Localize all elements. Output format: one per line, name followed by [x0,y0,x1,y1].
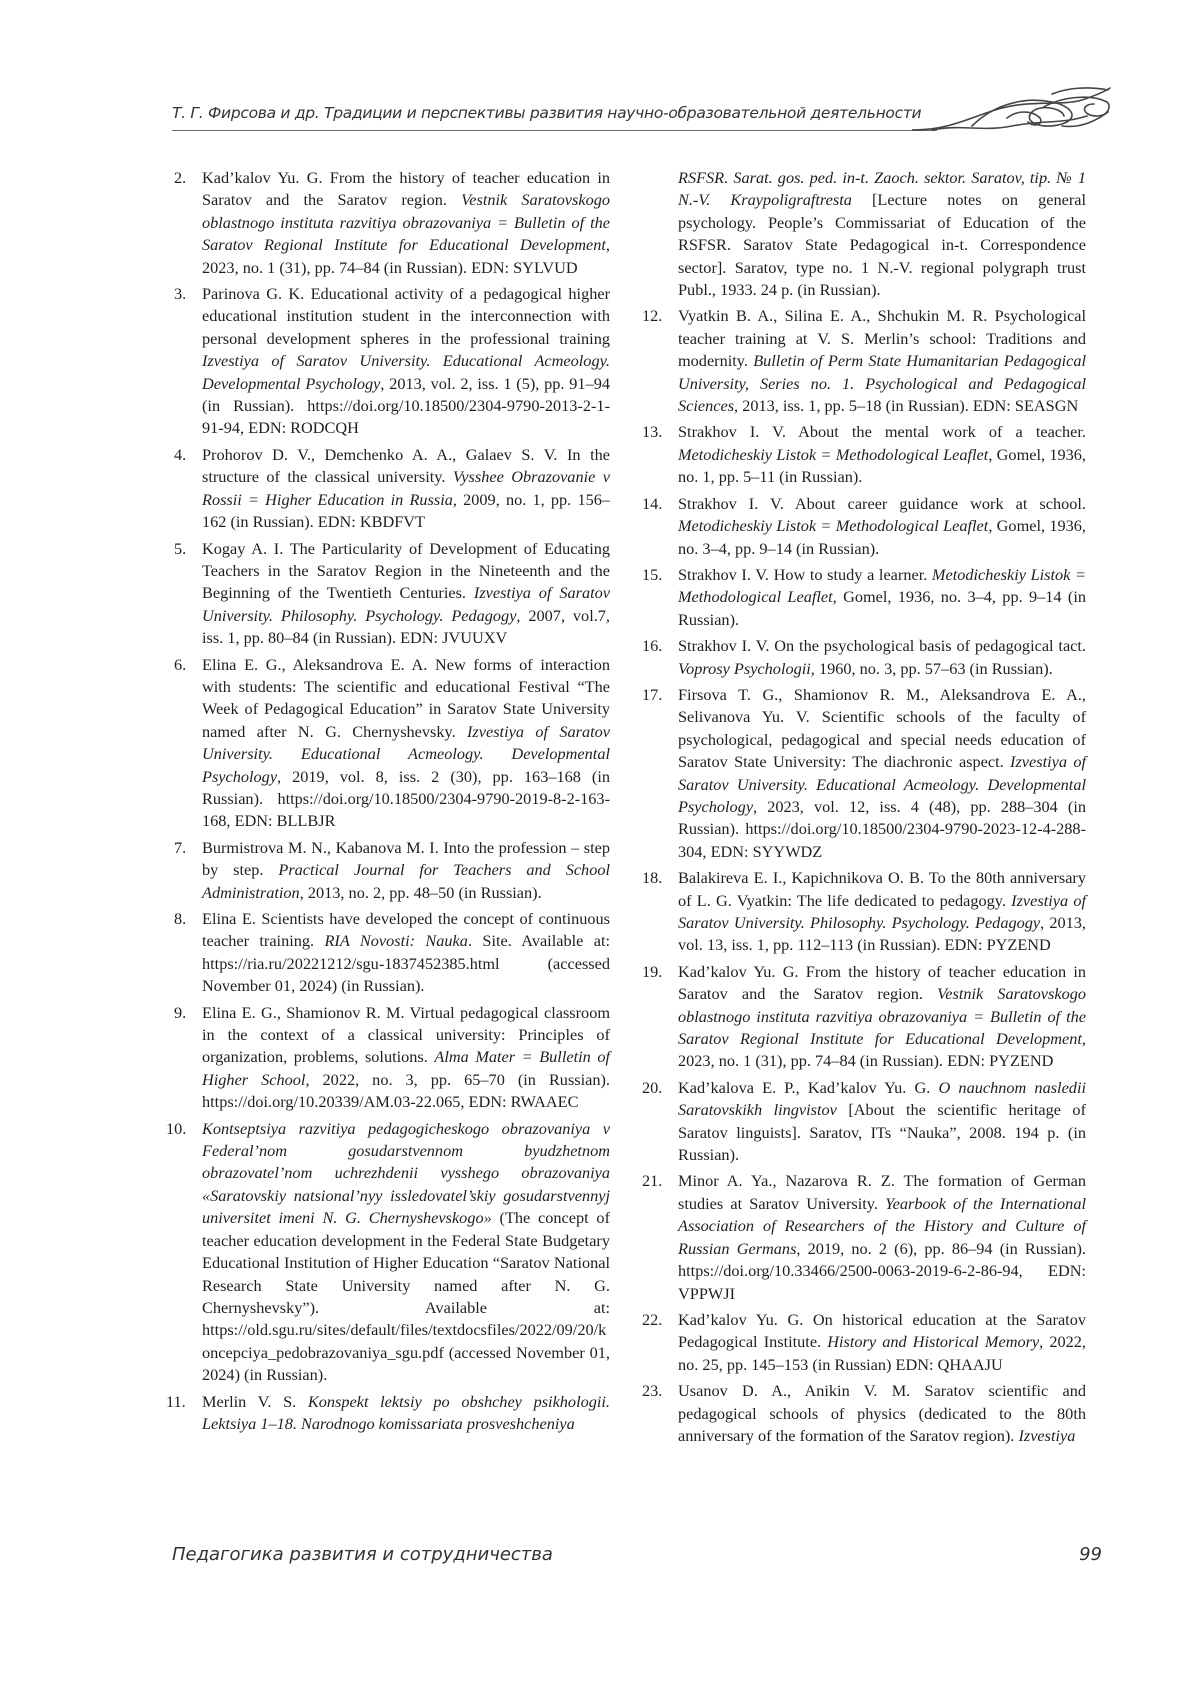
reference-source-title: Kontseptsiya razvitiya pedagogicheskogo obrazovaniya v Federal’nom gosudarstvennom byudzhetnom obrazovatel’nom uchrezhdenii vysshego obrazovaniya «Saratovskiy natsional’nyy issledovatel’skiy gosudarstvennyj universitet imeni N. G. Chernyshevskogo» [202,1119,610,1228]
reference-number: 19. [642,961,676,983]
reference-text-segment: , 2009, no. 1, pp. 156–162 (in Russian). EDN: KBDFVT [202,490,610,531]
reference-item [650,867,1086,957]
page-number: 99 [1079,1544,1102,1565]
reference-item [174,167,610,279]
reference-item [174,908,610,998]
reference-source-title: History and Historical Memory [827,1332,1039,1351]
reference-number: 17. [642,684,676,706]
header-rule [172,130,937,131]
reference-text [202,1003,610,1112]
reference-source-title: Metodicheskiy Listok = Methodological Leaflet [678,516,988,535]
reference-item [650,167,1086,301]
reference-number: 6. [174,654,200,676]
reference-item [650,564,1086,631]
reference-number: 9. [174,1002,200,1024]
running-header [172,100,1112,150]
ornament-flourish-icon [912,86,1112,146]
reference-text-segment: , 1960, no. 3, pp. 57–63 (in Russian). [811,659,1053,678]
reference-text-segment: , 2023, no. 1 (31), pp. 74–84 (in Russian). EDN: SYLVUD [202,235,610,276]
page-footer [172,1544,1102,1574]
reference-text [678,306,1086,415]
reference-text-segment: Kad’kalov Yu. G. From the history of teacher education in Saratov and the Saratov region. [678,962,1086,1003]
reference-text-segment: Prohorov D. V., Demchenko A. A., Galaev S. V. In the structure of the classical university. [202,445,610,486]
reference-text-segment: [About the scientific heritage of Saratov linguists]. Saratov, ITs “Nauka”, 2008. 194 p. (in Russian). [678,1100,1086,1164]
reference-number: 23. [642,1380,676,1402]
reference-text-segment: Firsova T. G., Shamionov R. M., Aleksandrova E. A., Selivanova Yu. V. Scientific schools of the faculty of psychological, pedagogical and special needs education of Saratov State University: The diachronic aspect. [678,685,1086,771]
reference-text-segment: Strakhov I. V. About the mental work of a teacher. [678,422,1086,441]
reference-text [202,655,610,831]
reference-item [650,1309,1086,1376]
reference-text [202,1119,610,1384]
reference-number: 16. [642,635,676,657]
reference-text-segment: Minor A. Ya., Nazarova R. Z. The formation of German studies at Saratov University. [678,1171,1086,1212]
reference-text [678,962,1086,1071]
reference-text-segment: , Gomel, 1936, no. 1, pp. 5–11 (in Russian). [678,445,1086,486]
references-column-left [174,167,610,1439]
reference-item [174,837,610,904]
reference-text [678,1381,1086,1445]
reference-item [650,684,1086,863]
reference-text-segment: Strakhov I. V. About career guidance work at school. [678,494,1086,513]
reference-item [650,635,1086,680]
reference-number: 22. [642,1309,676,1331]
reference-item [174,444,610,534]
reference-text [678,685,1086,861]
reference-text-segment: , 2019, vol. 8, iss. 2 (30), pp. 163–168 (in Russian). https://doi.org/10.18500/2304-9790-2019-8-2-163-168, EDN: BLLBJR [202,767,610,831]
reference-source-title: Konspekt lektsiy po obshchey psikhologii. Lektsiya 1–18. Narodnogo komissariata prosveshcheniya [202,1392,610,1433]
reference-text-segment: Strakhov I. V. How to study a learner. [678,565,932,584]
reference-text-segment: Balakireva E. I., Kapichnikova O. B. To the 80th anniversary of L. G. Vyatkin: The life dedicated to pedagogy. [678,868,1086,909]
reference-source-title: O nauchnom nasledii Saratovskikh lingvistov [678,1078,1086,1119]
reference-number: 13. [642,421,676,443]
reference-number: 14. [642,493,676,515]
reference-text [202,838,610,902]
reference-source-title: RIA Novosti: Nauka [324,931,467,950]
references-column-right [650,167,1086,1451]
reference-number: 2. [174,167,200,189]
journal-title: Педагогика развития и сотрудничества [172,1544,553,1565]
reference-source-title: Metodicheskiy Listok = Methodological Leaflet [678,565,1086,606]
reference-text-segment: Kad’kalov Yu. G. On historical education at the Saratov Pedagogical Institute. [678,1310,1086,1351]
reference-item [174,1118,610,1387]
reference-text-segment: , 2023, vol. 12, iss. 4 (48), pp. 288–304 (in Russian). https://doi.org/10.18500/2304-9790-2023-12-4-288-304, EDN: SYYWDZ [678,797,1086,861]
reference-text-segment: Merlin V. S. [202,1392,308,1411]
reference-text-segment: Strakhov I. V. On the psychological basis of pedagogical tact. [678,636,1086,655]
reference-text-segment: Kad’kalov Yu. G. From the history of teacher education in Saratov and the Saratov region. [202,168,610,209]
reference-text [202,1392,610,1433]
reference-text [678,494,1086,558]
reference-text [678,1078,1086,1164]
reference-source-title: Metodicheskiy Listok = Methodological Leaflet [678,445,988,464]
reference-text [678,565,1086,629]
reference-text-segment: Burmistrova M. N., Kabanova M. I. Into the profession – step by step. [202,838,610,879]
reference-text [678,636,1086,677]
reference-item [650,421,1086,488]
reference-text [202,445,610,531]
reference-item [174,654,610,833]
reference-source-title: Practical Journal for Teachers and School Administration [202,860,610,901]
reference-text [678,168,1086,299]
reference-text-segment: , 2013, vol. 13, iss. 1, pp. 112–113 (in Russian). EDN: PYZEND [678,913,1086,954]
reference-number: 18. [642,867,676,889]
reference-text-segment: , Gomel, 1936, no. 3–4, pp. 9–14 (in Russian). [678,587,1086,628]
reference-text [678,1310,1086,1374]
reference-source-title: Yearbook of the International Association of Researchers of the History and Culture of Russian Germans [678,1194,1086,1258]
reference-text-segment: , 2007, vol.7, iss. 1, pp. 80–84 (in Russian). EDN: JVUUXV [202,606,610,647]
reference-number: 20. [642,1077,676,1099]
reference-text-segment: , 2013, vol. 2, iss. 1 (5), pp. 91–94 (in Russian). https://doi.org/10.18500/2304-9790-2013-2-1-91-94, EDN: RODCQH [202,374,610,438]
reference-text [202,909,610,995]
reference-text-segment: Vyatkin B. A., Silina E. A., Shchukin M. R. Psychological teacher training at V. S. Merlin’s school: Traditions and modernity. [678,306,1086,370]
reference-source-title: Bulletin of Perm State Humanitarian Pedagogical University, Series no. 1. Psychological and Pedagogical Sciences [678,351,1086,415]
reference-text-segment: Parinova G. K. Educational activity of a pedagogical higher educational institution student in the interconnection with personal development spheres in the professional training [202,284,610,348]
reference-text-segment: Usanov D. A., Anikin V. M. Saratov scientific and pedagogical schools of physics (dedicated to the 80th anniversary of the formation of the Saratov region). [678,1381,1086,1445]
reference-text-segment: Elina E. Scientists have developed the concept of continuous teacher training. [202,909,610,950]
reference-text-segment: [Lecture notes on general psychology. People’s Commissariat of Education of the RSFSR. Saratov State Pedagogical in-t. Correspondence sector]. Saratov, type no. 1 N.-V. regional polygraph trust Publ., 1933. 24 p. (in Russian). [678,190,1086,299]
reference-item [174,283,610,440]
reference-source-title: Izvestiya of Saratov University. Educational Acmeology. Developmental Psychology [202,351,610,392]
reference-item [650,1077,1086,1167]
reference-text-segment: . Site. Available at: https://ria.ru/20221212/sgu-1837452385.html (accessed November 01, 2024) (in Russian). [202,931,610,995]
reference-source-title: Izvestiya of Saratov University. Philosophy. Psychology. Pedagogy [202,583,610,624]
reference-item [650,1170,1086,1304]
reference-text-segment: Elina E. G., Shamionov R. M. Virtual pedagogical classroom in the context of a classical university: Principles of organization, problems, solutions. [202,1003,610,1067]
reference-source-title: Izvestiya of Saratov University. Educational Acmeology. Developmental Psychology [202,722,610,786]
reference-number: 15. [642,564,676,586]
reference-source-title: Izvestiya [1018,1426,1075,1445]
reference-source-title: Vysshee Obrazovanie v Rossii = Higher Education in Russia [202,467,610,508]
reference-number: 21. [642,1170,676,1192]
reference-text-segment: Elina E. G., Aleksandrova E. A. New forms of interaction with students: The scientific and educational Festival “The Week of Pedagogical Education” in Saratov State University named after N. G. Chernyshevsky. [202,655,610,741]
reference-source-title: Izvestiya of Saratov University. Educational Acmeology. Developmental Psychology [678,752,1086,816]
reference-text-segment: , 2019, no. 2 (6), pp. 86–94 (in Russian). https://doi.org/10.33466/2500-0063-2019-6-2-86-94, EDN: VPPWJI [678,1239,1086,1303]
reference-item [650,961,1086,1073]
reference-text-segment: , 2013, iss. 1, pp. 5–18 (in Russian). EDN: SEASGN [734,396,1078,415]
reference-text [678,422,1086,486]
reference-text-segment: Kogay A. I. The Particularity of Development of Educating Teachers in the Saratov Region in the Nineteenth and the Beginning of the Twentieth Centuries. [202,539,610,603]
reference-item [650,305,1086,417]
reference-number: 4. [174,444,200,466]
reference-item [174,1002,610,1114]
reference-number: 7. [174,837,200,859]
reference-source-title: Alma Mater = Bulletin of Higher School [202,1047,610,1088]
reference-number: 11. [166,1391,200,1413]
reference-text-segment: , 2022, no. 3, pp. 65–70 (in Russian). https://doi.org/10.20339/AM.03-22.065, EDN: RWAAEC [202,1070,610,1111]
reference-item [174,538,610,650]
reference-number: 5. [174,538,200,560]
reference-item [650,493,1086,560]
reference-number: 3. [174,283,200,305]
reference-number: 12. [642,305,676,327]
reference-item [650,1380,1086,1447]
reference-source-title: RSFSR. Sarat. gos. ped. in-t. Zaoch. sektor. Saratov, tip. № 1 N.-V. Kraypoligraftresta [678,168,1086,209]
reference-number: 10. [166,1118,200,1140]
reference-source-title: Vestnik Saratovskogo oblastnogo instituta razvitiya obrazovaniya = Bulletin of the Saratov Regional Institute for Educational Development [202,190,610,254]
reference-text [678,868,1086,954]
reference-source-title: Vestnik Saratovskogo oblastnogo instituta razvitiya obrazovaniya = Bulletin of the Saratov Regional Institute for Educational Development [678,984,1086,1048]
reference-source-title: Voprosy Psychologii [678,659,811,678]
reference-item [174,1391,610,1436]
reference-text-segment: , 2022, no. 25, pp. 145–153 (in Russian) EDN: QHAAJU [678,1332,1086,1373]
reference-text-segment: , 2013, no. 2, pp. 48–50 (in Russian). [300,883,542,902]
reference-text [202,168,610,277]
reference-text [202,284,610,437]
reference-text-segment: Kad’kalova E. P., Kad’kalov Yu. G. [678,1078,939,1097]
reference-text [678,1171,1086,1302]
running-title: Т. Г. Фирсова и др. Традиции и перспективы развития научно-образовательной деятельности [172,104,921,122]
reference-text-segment: , 2023, no. 1 (31), pp. 74–84 (in Russian). EDN: PYZEND [678,1029,1086,1070]
reference-text-segment: , Gomel, 1936, no. 3–4, pp. 9–14 (in Russian). [678,516,1086,557]
reference-source-title: Izvestiya of Saratov University. Philosophy. Psychology. Pedagogy [678,891,1086,932]
reference-text [202,539,610,648]
reference-text-segment: (The concept of teacher education development in the Federal State Budgetary Educational Institution of Higher Education “Saratov National Research State University named after N. G. Chernyshevsky”). Available at: https://old.sgu.ru/sites/default/files/textdocsfiles/2022/09/20/koncepciya_pedobrazovaniya_sgu.pdf (accessed November 01, 2024) (in Russian). [202,1208,610,1384]
reference-number: 8. [174,908,200,930]
